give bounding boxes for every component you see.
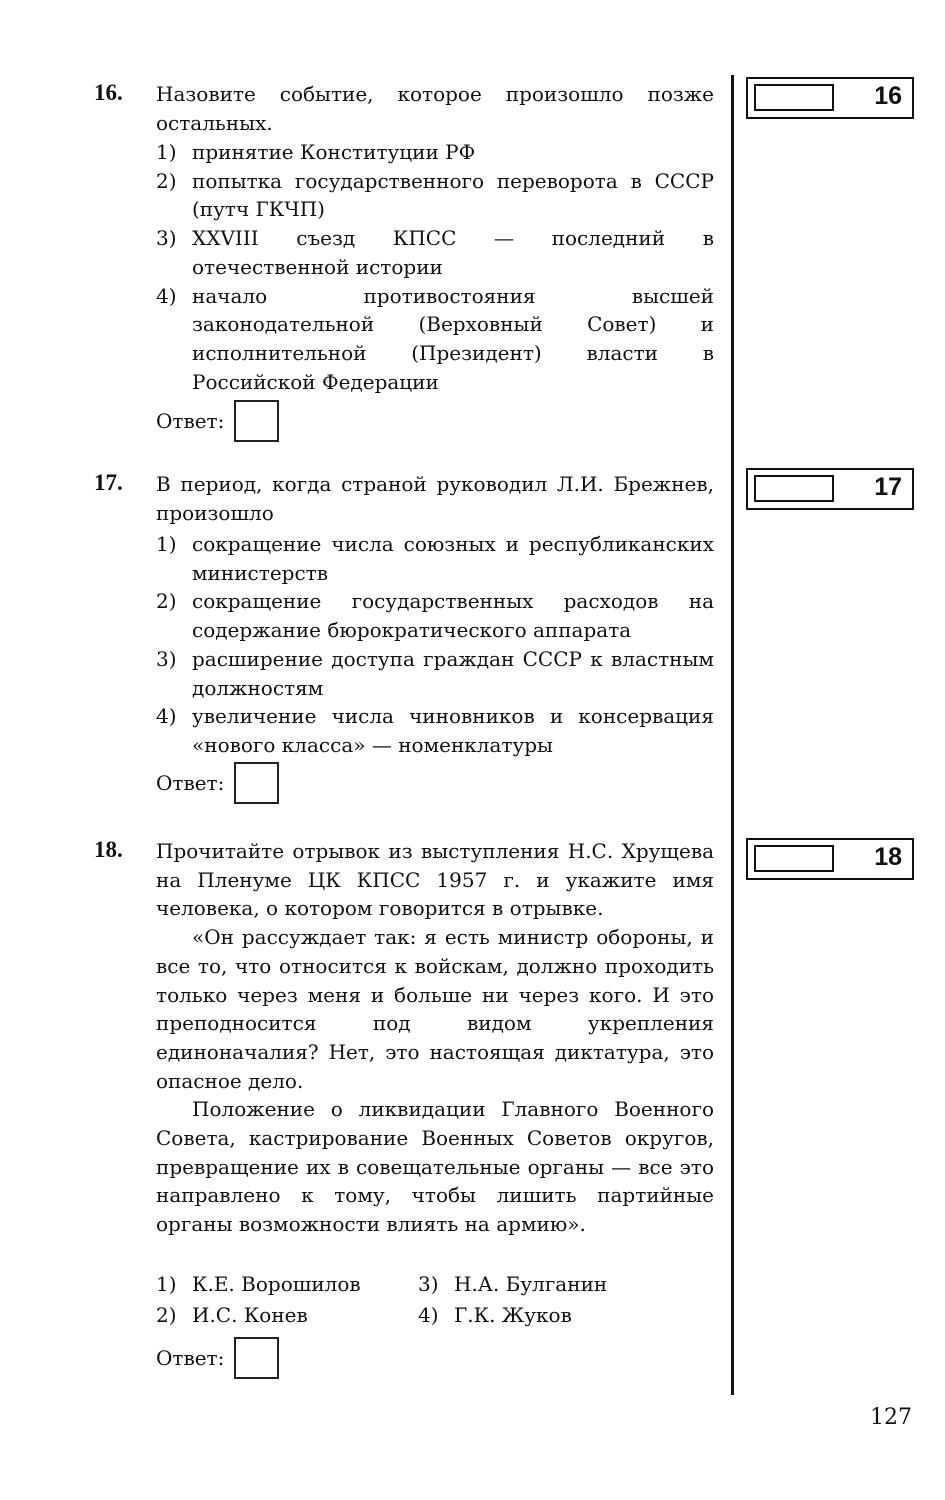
- option: 2) сокращение государственных расходов на содержание бюрократического аппарата: [156, 589, 714, 643]
- option: 1) принятие Конституции РФ: [156, 140, 476, 164]
- margin-rule: [731, 75, 734, 1395]
- question-number: 16.: [94, 80, 123, 105]
- options-grid: [156, 1269, 716, 1331]
- quote-paragraph: Положение о ликвидации Главного Военного Совета, кастрирование Военных Советов округов, превращение их в совещательные органы — все это направлено к тому, чтобы лишить партийные органы возможности влиять на армию».: [156, 1097, 714, 1237]
- side-box-number: 17: [874, 473, 902, 501]
- side-answer-field[interactable]: [754, 845, 834, 872]
- side-box-number: 16: [874, 82, 902, 110]
- option: 3) XXVIII съезд КПСС — последний в отечественной истории: [156, 226, 714, 279]
- answer-row: [156, 1337, 279, 1379]
- answer-label: Ответ:: [156, 1346, 225, 1370]
- question-text: В период, когда страной руководил Л.И. Брежнев, произошло: [156, 472, 714, 525]
- option: 4) начало противостояния высшей законодательной (Верховный Совет) и исполнительной (Президент) власти в Российской Федерации: [156, 283, 714, 394]
- options-list: [156, 530, 714, 760]
- option: 3) Н.А. Булганин: [418, 1272, 608, 1296]
- option: 4) увеличение числа чиновников и консервация «нового класса» — номенклатуры: [156, 704, 714, 757]
- side-answer-field[interactable]: [754, 475, 834, 502]
- answer-box[interactable]: [234, 1337, 279, 1379]
- question-text: Назовите событие, которое произошло позже остальных.: [156, 82, 714, 135]
- answer-row: [156, 400, 279, 442]
- page-number: 127: [870, 1405, 912, 1430]
- option: 1) К.Е. Ворошилов: [156, 1272, 361, 1296]
- answer-box[interactable]: [234, 400, 279, 442]
- side-answer-field[interactable]: [754, 84, 834, 111]
- options-list: [156, 138, 714, 396]
- answer-label: Ответ:: [156, 771, 225, 795]
- side-answer-box-16[interactable]: [746, 77, 914, 119]
- answer-row: [156, 762, 279, 804]
- side-answer-box-17[interactable]: [746, 468, 914, 510]
- option: 4) Г.К. Жуков: [418, 1303, 572, 1327]
- option: 1) сокращение числа союзных и республиканских министерств: [156, 532, 714, 585]
- answer-box[interactable]: [234, 762, 279, 804]
- question-number: 18.: [94, 837, 123, 862]
- quote-paragraph: «Он рассуждает так: я есть министр обороны, и все то, что относится к войскам, должно проходить только через меня и больше ни через кого. И это преподносится под видом укрепления единоначалия? Нет, это настоящая диктатура, это опасное дело.: [156, 925, 714, 1093]
- side-answer-box-18[interactable]: [746, 838, 914, 880]
- question-prompt: Прочитайте отрывок из выступления Н.С. Хрущева на Пленуме ЦК КПСС 1957 г. и укажите имя человека, о котором говорится в отрывке.: [156, 839, 714, 921]
- option: 3) расширение доступа граждан СССР к властным должностям: [156, 646, 714, 700]
- question-number: 17.: [94, 470, 123, 495]
- side-box-number: 18: [874, 843, 902, 871]
- answer-label: Ответ:: [156, 409, 225, 433]
- option: 2) попытка государственного переворота в СССР (путч ГКЧП): [156, 168, 714, 222]
- question-text: [156, 837, 714, 1239]
- option: 2) И.С. Конев: [156, 1303, 308, 1327]
